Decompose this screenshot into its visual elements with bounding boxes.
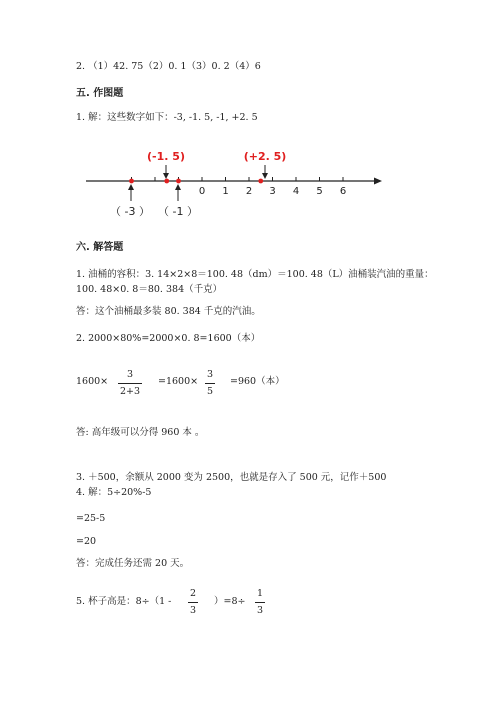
marked-point	[176, 179, 181, 184]
label-below-neg-1: （ -1 ）	[158, 205, 198, 218]
q6-1-line2: 100. 48×0. 8＝80. 384（千克）	[76, 284, 223, 295]
section-6-title: 六. 解答题	[76, 242, 124, 253]
q6-2-fraction-1	[118, 370, 142, 396]
fraction-denominator: 3	[257, 604, 264, 616]
q6-2-answer: 答: 高年级可以分得 960 本 。	[76, 427, 205, 438]
label-below-neg-3: （ -3 ）	[110, 205, 150, 218]
q6-5-fraction-1	[188, 589, 198, 615]
q6-5-fraction-2	[255, 589, 265, 615]
fraction-denominator: 3	[190, 604, 197, 616]
tick-label: 6	[339, 186, 347, 197]
tick-label: 1	[222, 186, 229, 197]
number-line-figure	[80, 145, 390, 225]
fraction-bar	[118, 383, 142, 384]
label-above-neg-1-5: (-1. 5)	[147, 150, 185, 163]
fraction-numerator: 3	[127, 369, 134, 380]
q6-2-calc-mid: =1600×	[158, 376, 199, 387]
fraction-numerator: 1	[257, 588, 264, 599]
tick-label: 3	[269, 186, 276, 197]
marked-point	[129, 179, 134, 184]
label-above-pos-2-5: (+2. 5)	[243, 150, 287, 163]
q6-2-calc-result: =960（本）	[230, 376, 285, 387]
q6-1-line1: 1. 油桶的容积：3. 14×2×8＝100. 48（dm）＝100. 48（L）油桶装汽油的重量：	[76, 269, 434, 280]
q6-2-calc-prefix: 1600×	[76, 376, 109, 387]
tick-label: 2	[245, 186, 253, 197]
q6-2-fraction-2	[205, 370, 215, 396]
q6-4-line1: 4. 解：5÷20%-5	[76, 487, 152, 498]
q6-5-prefix: 5. 杯子高是：8÷（1 -	[76, 596, 172, 607]
q4-2-answer: 2. （1）42. 75（2）0. 1（3）0. 2（4）6	[76, 61, 261, 72]
fraction-denominator: 2+3	[120, 385, 141, 397]
fraction-bar	[255, 602, 265, 603]
fraction-bar	[188, 602, 198, 603]
q6-4-line2: =25-5	[76, 513, 106, 524]
q6-1-answer: 答：这个油桶最多装 80. 384 千克的汽油。	[76, 306, 261, 317]
q6-2-line1: 2. 2000×80%=2000×0. 8=1600（本）	[76, 333, 261, 344]
arrow-neg-1-5-head	[163, 173, 169, 179]
q6-5-mid: ）=8÷	[214, 596, 246, 607]
marked-point	[258, 179, 263, 184]
tick-label: 4	[292, 186, 300, 197]
arrow-neg-1-head	[175, 184, 181, 190]
tick-label: 0	[198, 186, 206, 197]
arrow-neg-3-head	[128, 184, 134, 190]
arrow-pos-2-5-head	[262, 173, 268, 179]
q6-3-text: 3. ＋500，余额从 2000 变为 2500，也就是存入了 500 元，记作＋500	[76, 472, 387, 483]
tick-label: 5	[316, 186, 323, 197]
q6-4-line3: =20	[76, 536, 97, 547]
section-5-title: 五. 作图题	[76, 88, 124, 99]
marked-point	[164, 179, 169, 184]
fraction-bar	[205, 383, 215, 384]
fraction-numerator: 2	[190, 588, 197, 599]
fraction-numerator: 3	[207, 369, 214, 380]
q6-4-answer: 答：完成任务还需 20 天。	[76, 558, 190, 569]
number-line-arrowhead	[374, 178, 382, 185]
q5-1-text: 1. 解：这些数字如下：-3, -1. 5, -1, +2. 5	[76, 112, 258, 123]
fraction-denominator: 5	[207, 385, 214, 397]
